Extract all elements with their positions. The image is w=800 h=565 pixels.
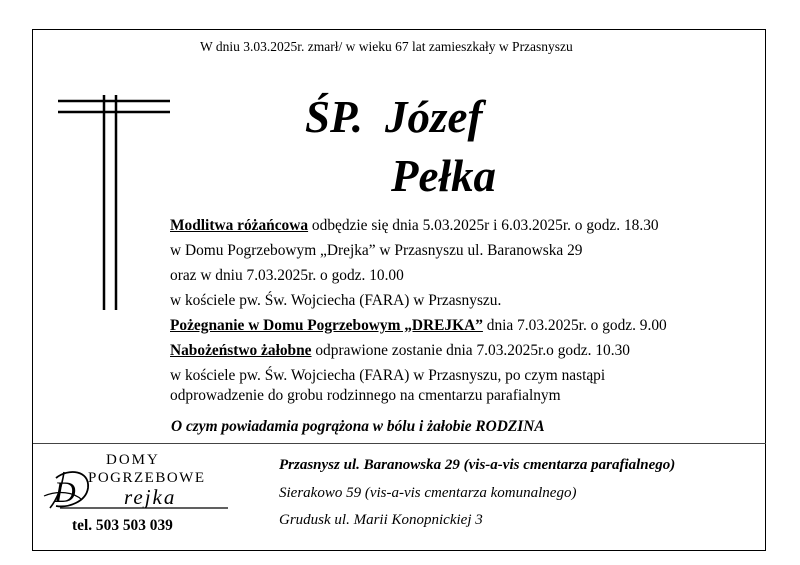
- logo-line-1: DOMY: [106, 452, 160, 468]
- divider: [33, 443, 766, 444]
- rosary-also: oraz w dniu 7.03.2025r. o godz. 10.00: [170, 267, 404, 284]
- closing-text: O czym powiadamia pogrążona w bólu i żałobie RODZINA: [171, 418, 545, 435]
- cross-icon: [58, 95, 170, 311]
- phone-number: tel. 503 503 039: [72, 517, 173, 534]
- deceased-last-name: Pełka: [391, 151, 496, 201]
- deceased-first-name: ŚP. Józef: [305, 92, 483, 142]
- rosary-place: w Domu Pogrzebowym „Drejka” w Przasnyszu ul. Baranowska 29: [170, 242, 583, 259]
- funeral-home-logo: [38, 450, 238, 540]
- address-2: Sierakowo 59 (vis-a-vis cmentarza komunalnego): [279, 485, 577, 501]
- farewell-line: Pożegnanie w Domu Pogrzebowym „DREJKA” dnia 7.03.2025r. o godz. 9.00: [170, 317, 667, 334]
- intro-text: W dniu 3.03.2025r. zmarł/ w wieku 67 lat zamieszkały w Przasnyszu: [200, 39, 573, 54]
- address-3: Grudusk ul. Marii Konopnickiej 3: [279, 512, 483, 528]
- logo-line-3: rejka: [124, 485, 177, 509]
- mass-church: w kościele pw. Św. Wojciecha (FARA) w Przasnyszu, po czym nastąpi: [170, 367, 606, 384]
- burial-line: odprowadzenie do grobu rodzinnego na cmentarzu parafialnym: [170, 387, 561, 404]
- rosary-line: Modlitwa różańcowa odbędzie się dnia 5.03.2025r i 6.03.2025r. o godz. 18.30: [170, 217, 659, 234]
- mass-line: Nabożeństwo żałobne odprawione zostanie dnia 7.03.2025r.o godz. 10.30: [170, 342, 630, 359]
- svg-text:D: D: [54, 476, 76, 509]
- address-1: Przasnysz ul. Baranowska 29 (vis-a-vis cmentarza parafialnego): [279, 457, 676, 473]
- rosary-church: w kościele pw. Św. Wojciecha (FARA) w Przasnyszu.: [170, 292, 502, 309]
- logo-line-2: POGRZEBOWE: [88, 470, 206, 486]
